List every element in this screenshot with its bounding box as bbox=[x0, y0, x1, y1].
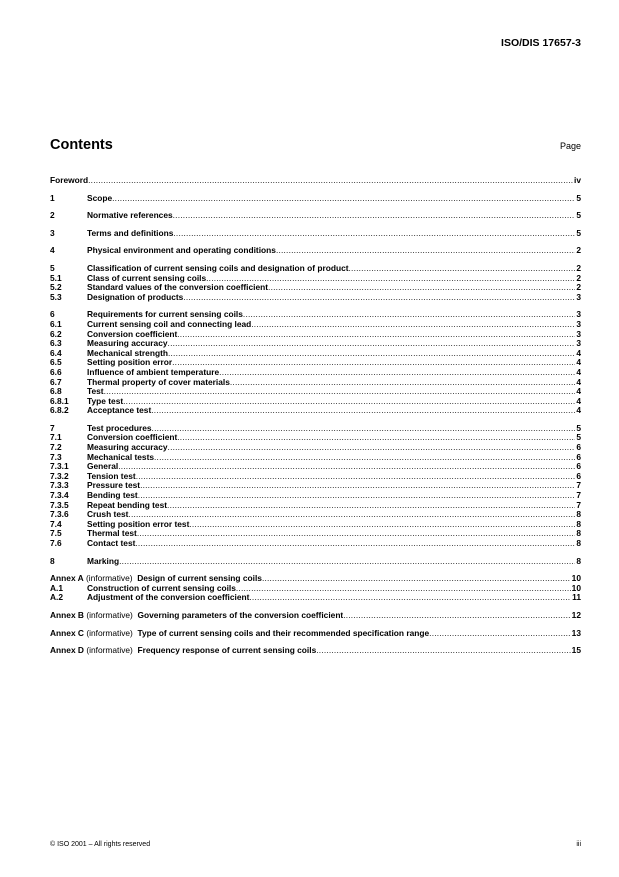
toc-entry-title-wrap bbox=[87, 539, 135, 549]
toc-entry[interactable] bbox=[50, 501, 581, 511]
toc-entry[interactable] bbox=[50, 246, 581, 256]
toc-entry-number: Annex D bbox=[50, 645, 84, 656]
toc-entry-page: 10 bbox=[571, 582, 581, 593]
toc-entry-number: 6.5 bbox=[50, 357, 62, 368]
toc-entry-title: Designation of products bbox=[87, 291, 184, 302]
toc-entry-number: 7.5 bbox=[50, 528, 62, 539]
toc-entry-number: 7 bbox=[50, 422, 55, 433]
toc-entry-page: 3 bbox=[576, 318, 581, 329]
toc-leader-dots bbox=[230, 378, 575, 388]
toc-entry-number: 5.2 bbox=[50, 282, 62, 293]
toc-entry[interactable] bbox=[50, 453, 581, 463]
toc-entry-page: 5 bbox=[576, 422, 581, 433]
toc-entry-number: Annex B bbox=[50, 609, 84, 620]
toc-entry-page: 15 bbox=[571, 645, 581, 656]
toc-entry-page: 5 bbox=[576, 192, 581, 203]
toc-entry-title: Conversion coefficient bbox=[87, 432, 178, 443]
toc-leader-dots bbox=[152, 424, 576, 434]
toc-entry[interactable] bbox=[50, 229, 581, 239]
toc-group bbox=[50, 611, 581, 621]
toc-leader-dots bbox=[137, 529, 576, 539]
contents-title: Contents bbox=[50, 137, 113, 153]
toc-entry-title: Bending test bbox=[87, 490, 138, 501]
toc-entry-number: 7.3.2 bbox=[50, 470, 69, 481]
toc-entry-title: Physical environment and operating conditions bbox=[87, 245, 276, 256]
toc-leader-dots bbox=[183, 293, 575, 303]
toc-entry-page: 8 bbox=[576, 555, 581, 566]
toc-entry-page: 5 bbox=[576, 432, 581, 443]
toc-entry-title: Frequency response of current sensing coils bbox=[137, 645, 317, 656]
toc-entry-title: Conversion coefficient bbox=[87, 328, 178, 339]
toc-entry-page: 5 bbox=[576, 210, 581, 221]
page-footer bbox=[50, 841, 581, 848]
toc-entry-number: 6.8.1 bbox=[50, 395, 69, 406]
toc-entry-title: Type of current sensing coils and their recommended specification range bbox=[137, 627, 430, 638]
toc-entry-page: 10 bbox=[571, 573, 581, 584]
toc-entry-title: Test procedures bbox=[87, 422, 152, 433]
toc-entry-title-wrap bbox=[87, 246, 276, 256]
toc-entry-annex-note: (informative) bbox=[86, 573, 133, 584]
toc-entry-number: 7.2 bbox=[50, 442, 62, 453]
toc-entry-number: A.2 bbox=[50, 592, 64, 603]
toc-entry-title: Classification of current sensing coils and designation of product bbox=[87, 262, 349, 273]
toc-entry-page: 2 bbox=[576, 245, 581, 256]
toc-entry-number: 2 bbox=[50, 210, 55, 221]
toc-leader-dots bbox=[172, 358, 575, 368]
toc-entry-page: 5 bbox=[576, 227, 581, 238]
toc-entry-number: 7.3.4 bbox=[50, 490, 69, 501]
toc-entry-number: 6.7 bbox=[50, 376, 62, 387]
toc-leader-dots bbox=[276, 246, 575, 256]
toc-leader-dots bbox=[88, 176, 573, 186]
toc-group bbox=[50, 629, 581, 639]
toc-entry-page: 4 bbox=[576, 386, 581, 397]
toc-entry[interactable] bbox=[50, 378, 581, 388]
toc-entry-title-wrap bbox=[87, 557, 119, 567]
toc-entry-number: 6.2 bbox=[50, 328, 62, 339]
toc-entry-number: 5.1 bbox=[50, 272, 62, 283]
toc-entry[interactable] bbox=[50, 539, 581, 549]
toc-entry-page: 7 bbox=[576, 490, 581, 501]
toc-entry[interactable] bbox=[50, 406, 581, 416]
toc-entry-title: Mechanical tests bbox=[87, 451, 155, 462]
toc-entry-page: 2 bbox=[576, 262, 581, 273]
toc-group bbox=[50, 557, 581, 567]
toc-entry-title: Thermal property of cover materials bbox=[87, 376, 230, 387]
toc-entry-title-wrap bbox=[84, 611, 343, 621]
toc-entry-number: 1 bbox=[50, 192, 55, 203]
toc-leader-dots bbox=[104, 387, 576, 397]
toc-entry-title: General bbox=[87, 461, 119, 472]
toc-entry-title: Setting position error test bbox=[87, 518, 190, 529]
toc-entry-number: 6.8 bbox=[50, 386, 62, 397]
toc-entry-title: Influence of ambient temperature bbox=[87, 366, 220, 377]
toc-entry-title-wrap bbox=[87, 293, 183, 303]
toc-entry-number: 6.1 bbox=[50, 318, 62, 329]
toc-entry-number: 6 bbox=[50, 309, 55, 320]
toc-leader-dots bbox=[168, 443, 576, 453]
toc-entry-annex-note: (informative) bbox=[86, 645, 133, 656]
page-number: iii bbox=[576, 841, 581, 848]
toc-entry-number: 5 bbox=[50, 262, 55, 273]
toc-entry-page: 3 bbox=[576, 338, 581, 349]
toc-leader-dots bbox=[177, 433, 575, 443]
toc-entry-number: 4 bbox=[50, 245, 55, 256]
toc-entry-page: 2 bbox=[576, 272, 581, 283]
toc-leader-dots bbox=[251, 320, 575, 330]
toc-entry-page: 12 bbox=[571, 609, 581, 620]
toc-entry-page: 4 bbox=[576, 357, 581, 368]
toc-entry-title: Scope bbox=[87, 192, 113, 203]
toc-entry-page: 4 bbox=[576, 395, 581, 406]
toc-leader-dots bbox=[119, 557, 575, 567]
toc-leader-dots bbox=[429, 629, 571, 639]
toc-entry-page: 6 bbox=[576, 451, 581, 462]
toc-entry-page: 8 bbox=[576, 538, 581, 548]
document-id: ISO/DIS 17657-3 bbox=[501, 37, 581, 49]
toc-entry-number: A.1 bbox=[50, 582, 64, 593]
toc-entry-title: Current sensing coil and connecting lead bbox=[87, 318, 252, 329]
toc-entry-title: Measuring accuracy bbox=[87, 338, 168, 349]
toc-leader-dots bbox=[268, 283, 575, 293]
toc-entry-title: Measuring accuracy bbox=[87, 442, 168, 453]
toc-entry-page: 7 bbox=[576, 480, 581, 491]
toc-entry-page: 4 bbox=[576, 366, 581, 377]
toc-leader-dots bbox=[316, 646, 570, 656]
toc-entry-title: Requirements for current sensing coils bbox=[87, 309, 243, 320]
toc-leader-dots bbox=[167, 501, 575, 511]
toc-entry[interactable] bbox=[50, 646, 581, 656]
toc-entry-page: 4 bbox=[576, 376, 581, 387]
toc-leader-dots bbox=[243, 310, 575, 320]
toc-entry-page: 6 bbox=[576, 442, 581, 453]
toc-entry-number: 6.3 bbox=[50, 338, 62, 349]
toc-group bbox=[50, 646, 581, 656]
toc-entry[interactable] bbox=[50, 557, 581, 567]
toc-entry-number: 6.6 bbox=[50, 366, 62, 377]
toc-group bbox=[50, 246, 581, 256]
toc-leader-dots bbox=[249, 593, 571, 603]
toc-entry-number: 7.3 bbox=[50, 451, 62, 462]
toc-entry-number: Foreword bbox=[50, 175, 89, 185]
toc-leader-dots bbox=[262, 574, 571, 584]
toc-entry-number: 7.6 bbox=[50, 538, 62, 548]
toc-entry[interactable] bbox=[50, 194, 581, 204]
toc-entry-page: 8 bbox=[576, 528, 581, 539]
toc-entry-title: Mechanical strength bbox=[87, 347, 168, 358]
toc-entry-number: 7.3.1 bbox=[50, 461, 69, 472]
toc-leader-dots bbox=[128, 510, 575, 520]
toc-group bbox=[50, 574, 581, 603]
toc-leader-dots bbox=[189, 520, 575, 530]
toc-leader-dots bbox=[236, 584, 571, 594]
toc-entry-title-wrap bbox=[87, 211, 173, 221]
toc-entry[interactable] bbox=[50, 176, 581, 186]
toc-entry-title: Test bbox=[87, 386, 104, 397]
toc-entry-title: Repeat bending test bbox=[87, 499, 168, 510]
toc-entry-page: 6 bbox=[576, 461, 581, 472]
toc-leader-dots bbox=[173, 229, 575, 239]
toc-entry-title: Tension test bbox=[87, 470, 136, 481]
toc-leader-dots bbox=[136, 472, 576, 482]
toc-entry[interactable] bbox=[50, 293, 581, 303]
toc-group bbox=[50, 229, 581, 239]
toc-entry-title-wrap bbox=[87, 229, 173, 239]
toc-group bbox=[50, 424, 581, 549]
toc-entry-title-wrap bbox=[87, 406, 151, 416]
toc-entry-number: 7.3.5 bbox=[50, 499, 69, 510]
toc-entry-number: 7.1 bbox=[50, 432, 62, 443]
toc-leader-dots bbox=[151, 406, 575, 416]
toc-entry-title-wrap bbox=[87, 378, 230, 388]
toc-entry-title: Pressure test bbox=[87, 480, 141, 491]
page-column-label: Page bbox=[559, 141, 581, 151]
toc-leader-dots bbox=[343, 611, 570, 621]
toc-entry-number: 7.4 bbox=[50, 518, 62, 529]
toc-leader-dots bbox=[135, 539, 575, 549]
toc-entry-page: 4 bbox=[576, 347, 581, 358]
toc-entry-title-wrap bbox=[87, 194, 112, 204]
toc-entry-number: 3 bbox=[50, 227, 55, 238]
toc-entry-number: 8 bbox=[50, 555, 55, 566]
toc-leader-dots bbox=[168, 339, 576, 349]
toc-leader-dots bbox=[112, 194, 575, 204]
toc-leader-dots bbox=[168, 349, 575, 359]
toc-entry-number: Annex A bbox=[50, 573, 84, 584]
toc-group bbox=[50, 176, 581, 186]
toc-entry-page: 3 bbox=[576, 328, 581, 339]
toc-entry-page: 4 bbox=[576, 405, 581, 416]
toc-entry-page: 11 bbox=[572, 592, 581, 603]
toc-entry-page: 8 bbox=[576, 518, 581, 529]
toc-leader-dots bbox=[173, 211, 576, 221]
toc-entry[interactable] bbox=[50, 611, 581, 621]
toc-entry-page: 3 bbox=[576, 291, 581, 302]
toc-entry-title: Construction of current sensing coils bbox=[87, 582, 236, 593]
toc-entry[interactable] bbox=[50, 593, 581, 603]
toc-entry-title: Governing parameters of the conversion coefficient bbox=[137, 609, 344, 620]
toc-entry-title: Thermal test bbox=[87, 528, 137, 539]
toc-entry-annex-note: (informative) bbox=[86, 627, 133, 638]
toc-entry-number: Annex C bbox=[50, 627, 84, 638]
toc-entry-title: Marking bbox=[87, 555, 120, 566]
toc-leader-dots bbox=[154, 453, 575, 463]
toc-entry-title: Adjustment of the conversion coefficient bbox=[87, 592, 250, 603]
toc-entry-page: 3 bbox=[576, 309, 581, 320]
toc-leader-dots bbox=[177, 330, 575, 340]
toc-entry-title: Setting position error bbox=[87, 357, 173, 368]
toc-entry-title: Class of current sensing coils bbox=[87, 272, 207, 283]
toc-entry-number: 6.4 bbox=[50, 347, 62, 358]
toc-entry-page: 2 bbox=[576, 282, 581, 293]
toc-entry-title: Normative references bbox=[87, 210, 173, 221]
toc-group bbox=[50, 264, 581, 302]
toc-entry-page: 6 bbox=[576, 470, 581, 481]
toc-entry-page: 8 bbox=[576, 509, 581, 520]
toc-entry-page: iv bbox=[574, 175, 581, 185]
toc-leader-dots bbox=[118, 462, 575, 472]
copyright-notice: © ISO 2001 – All rights reserved bbox=[50, 841, 151, 848]
toc-entry-title: Type test bbox=[87, 395, 124, 406]
toc-entry-title: Design of current sensing coils bbox=[137, 573, 262, 584]
toc-entry-title: Acceptance test bbox=[87, 405, 152, 416]
toc-leader-dots bbox=[349, 264, 576, 274]
toc-entry-title-wrap bbox=[84, 629, 429, 639]
toc-leader-dots bbox=[140, 481, 575, 491]
toc-entry-number: 7.3.6 bbox=[50, 509, 69, 520]
toc-entry-title: Contact test bbox=[87, 538, 136, 548]
toc-group bbox=[50, 194, 581, 204]
toc-entry-page: 13 bbox=[571, 627, 581, 638]
toc-leader-dots bbox=[138, 491, 576, 501]
toc-entry-page: 7 bbox=[576, 499, 581, 510]
toc-entry-number: 6.8.2 bbox=[50, 405, 69, 416]
toc-leader-dots bbox=[219, 368, 575, 378]
toc-group bbox=[50, 310, 581, 416]
toc-entry-title-wrap bbox=[84, 646, 316, 656]
toc-entry-title-wrap bbox=[87, 593, 249, 603]
toc-group bbox=[50, 211, 581, 221]
toc-entry[interactable] bbox=[50, 387, 581, 397]
toc-entry-title: Standard values of the conversion coefficient bbox=[87, 282, 269, 293]
toc-entry-title: Crush test bbox=[87, 509, 129, 520]
toc-entry[interactable] bbox=[50, 629, 581, 639]
toc-entry-number: 7.3.3 bbox=[50, 480, 69, 491]
table-of-contents bbox=[50, 176, 581, 664]
toc-leader-dots bbox=[123, 397, 575, 407]
toc-entry[interactable] bbox=[50, 211, 581, 221]
toc-entry-annex-note: (informative) bbox=[86, 609, 133, 620]
toc-entry-number: 5.3 bbox=[50, 291, 62, 302]
toc-entry-title: Terms and definitions bbox=[87, 227, 174, 238]
contents-heading-row bbox=[50, 137, 581, 153]
